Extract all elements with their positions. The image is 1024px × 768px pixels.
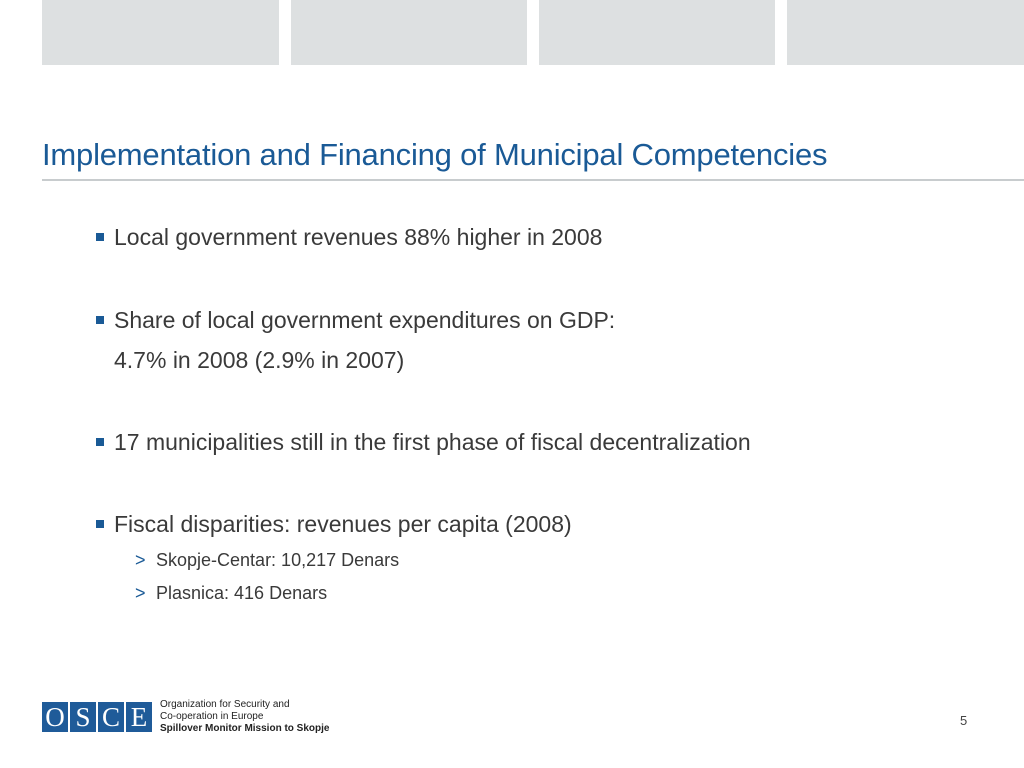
header-block: [42, 0, 279, 65]
bullet-text: Fiscal disparities: revenues per capita (2008): [114, 511, 572, 537]
square-bullet-icon: [96, 316, 104, 324]
header-decoration: [0, 0, 1024, 66]
org-line: Co-operation in Europe: [160, 711, 264, 722]
mission-name: Spillover Monitor Mission to Skopje: [160, 723, 330, 734]
square-bullet-icon: [96, 520, 104, 528]
sub-bullet-text: Plasnica: 416 Denars: [156, 583, 328, 603]
header-block: [539, 0, 775, 65]
page-number: 5: [960, 713, 968, 728]
logo-letter: E: [126, 702, 152, 732]
bullet-text: Local government revenues 88% higher in 2008: [114, 224, 603, 250]
logo-letter: C: [98, 702, 124, 732]
slide-title: Implementation and Financing of Municipal Competencies: [42, 137, 828, 172]
bullet-text: 17 municipalities still in the first phase of fiscal decentralization: [114, 429, 751, 455]
title-divider: [42, 179, 1024, 181]
header-block: [291, 0, 527, 65]
organization-name: [160, 699, 329, 735]
square-bullet-icon: [96, 233, 104, 241]
sub-bullet-text: Skopje-Centar: 10,217 Denars: [156, 550, 400, 570]
org-line: Organization for Security and: [160, 699, 290, 710]
square-bullet-icon: [96, 438, 104, 446]
chevron-right-icon: >: [135, 550, 146, 570]
logo-letter: O: [42, 702, 68, 732]
bullet-text: Share of local government expenditures on GDP:: [114, 307, 616, 333]
bullet-continuation: 4.7% in 2008 (2.9% in 2007): [114, 347, 405, 373]
logo-letter: S: [70, 702, 96, 732]
header-block: [787, 0, 1024, 65]
chevron-right-icon: >: [135, 583, 146, 603]
